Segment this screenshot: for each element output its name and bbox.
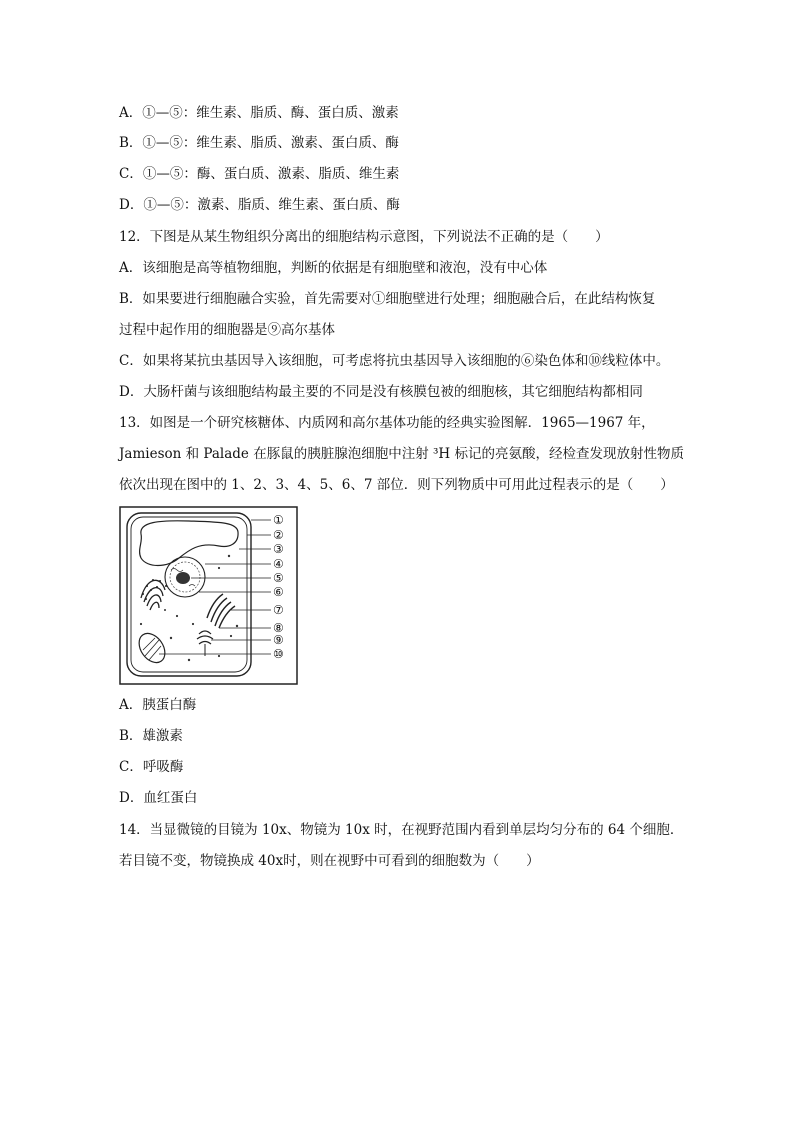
figure-label-9: ⑨ — [273, 633, 284, 647]
figure-label-3: ③ — [273, 542, 284, 556]
nucleolus — [176, 572, 190, 584]
q13-stem-line2: Jamieson 和 Palade 在豚鼠的胰脏腺泡细胞中注射 ³H 标记的亮氨酸，经检查发现放射性物质 — [119, 446, 684, 462]
cell-diagram-svg — [119, 506, 299, 686]
figure-label-6: ⑥ — [273, 585, 284, 599]
q12-option-b-line1: B．如果要进行细胞融合实验，首先需要对①细胞壁进行处理；细胞融合后，在此结构恢复 — [119, 291, 656, 307]
q12-option-a: A．该细胞是高等植物细胞，判断的依据是有细胞壁和液泡，没有中心体 — [119, 260, 548, 276]
figure-label-5: ⑤ — [273, 571, 284, 585]
cell-membrane — [131, 517, 247, 672]
figure-label-8: ⑧ — [273, 621, 284, 635]
vacuole — [140, 521, 238, 566]
q13-option-a: A．胰蛋白酶 — [119, 697, 197, 713]
golgi-apparatus — [197, 631, 213, 644]
q11-option-c: C．①—⑤：酶、蛋白质、激素、脂质、维生素 — [119, 166, 400, 182]
cell-diagram — [119, 506, 299, 686]
figure-label-4: ④ — [273, 557, 284, 571]
q13-option-d: D．血红蛋白 — [119, 790, 198, 806]
q11-option-b: B．①—⑤：维生素、脂质、激素、蛋白质、酶 — [119, 135, 399, 151]
cell-wall — [127, 513, 251, 676]
q12-stem: 12．下图是从某生物组织分离出的细胞结构示意图，下列说法不正确的是（ ） — [119, 229, 609, 245]
q14-stem-line2: 若目镜不变，物镜换成 40x时，则在视野中可看到的细胞数为（ ） — [119, 853, 540, 869]
figure-label-7: ⑦ — [273, 603, 284, 617]
q11-option-a: A．①—⑤：维生素、脂质、酶、蛋白质、激素 — [119, 105, 399, 121]
q12-option-c: C．如果将某抗虫基因导入该细胞，可考虑将抗虫基因导入该细胞的⑥染色体和⑩线粒体中。 — [119, 353, 670, 369]
q13-option-c: C．呼吸酶 — [119, 759, 184, 775]
leader-lines — [159, 520, 271, 654]
q12-option-d: D．大肠杆菌与该细胞结构最主要的不同是没有核膜包被的细胞核，其它细胞结构都相同 — [119, 384, 643, 400]
figure-number-labels — [273, 513, 284, 661]
figure-label-2: ② — [273, 528, 284, 542]
q11-option-d: D．①—⑤：激素、脂质、维生素、蛋白质、酶 — [119, 197, 400, 213]
q14-stem-line1: 14．当显微镜的目镜为 10x、物镜为 10x 时，在视野范围内看到单层均匀分布的 64 个细胞． — [119, 822, 684, 838]
figure-label-10: ⑩ — [273, 647, 284, 661]
figure-label-1: ① — [273, 513, 284, 527]
chloroplast — [207, 594, 235, 628]
endoplasmic-reticulum — [141, 580, 165, 610]
q13-stem-line3: 依次出现在图中的 1、2、3、4、5、6、7 部位．则下列物质中可用此过程表示的是（ ） — [119, 477, 674, 493]
q12-option-b-line2: 过程中起作用的细胞器是⑨高尔基体 — [119, 322, 335, 338]
q13-stem-line1: 13．如图是一个研究核糖体、内质网和高尔基体功能的经典实验图解．1965—1967 年， — [119, 415, 655, 431]
q13-option-b: B．雄激素 — [119, 728, 183, 744]
